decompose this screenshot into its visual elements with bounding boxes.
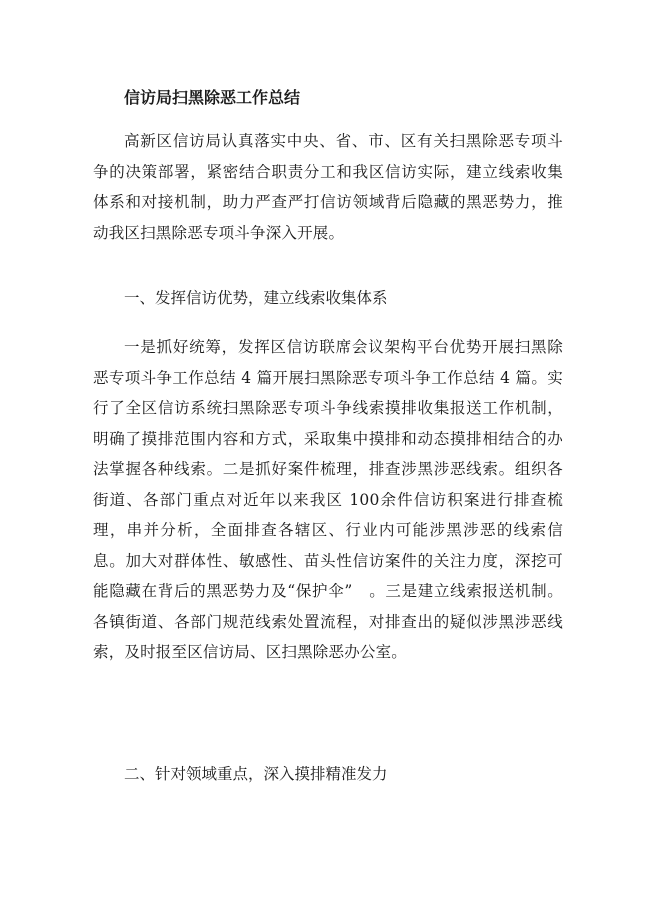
intro-paragraph: 高新区信访局认真落实中央、省、市、区有关扫黑除恶专项斗争的决策部署，紧密结合职责分工和我区信访实际，建立线索收集体系和对接机制，助力严查严打信访领域背后隐藏的黑恶势力，推动我区扫黑除恶专项斗争深入开展。 — [93, 132, 563, 242]
section-1-heading: 一、发挥信访优势，建立线索收集体系 — [124, 289, 388, 307]
section-1-paragraph: 一是抓好统筹，发挥区信访联席会议架构平台优势开展扫黑除恶专项斗争工作总结 4 篇开展扫黑除恶专项斗争工作总结 4 篇。实行了全区信访系统扫黑除恶专项斗争线索摸排收集报送工作机制，明确了摸排范围内容和方式，采取集中摸排和动态摸排相结合的办法掌握各种线索。二是抓好案件梳理，排查涉黑涉恶线索。组织各街道、各部门重点对近年以来我区 100余件信访积案进行排查梳理，串并分析，全面排查各辖区、行业内可能涉黑涉恶的线索信息。加大对群体性、敏感性、苗头性信访案件的关注力度，深挖可能隐藏在背后的黑恶势力及“保护伞” 。三是建立线索报送机制。各镇街道、各部门规范线索处置流程，对排查出的疑似涉黑涉恶线索，及时报至区信访局、区扫黑除恶办公室。 — [93, 338, 563, 661]
document-title: 信访局扫黑除恶工作总结 — [124, 88, 301, 107]
section-2-heading: 二、针对领域重点，深入摸排精准发力 — [124, 765, 388, 783]
